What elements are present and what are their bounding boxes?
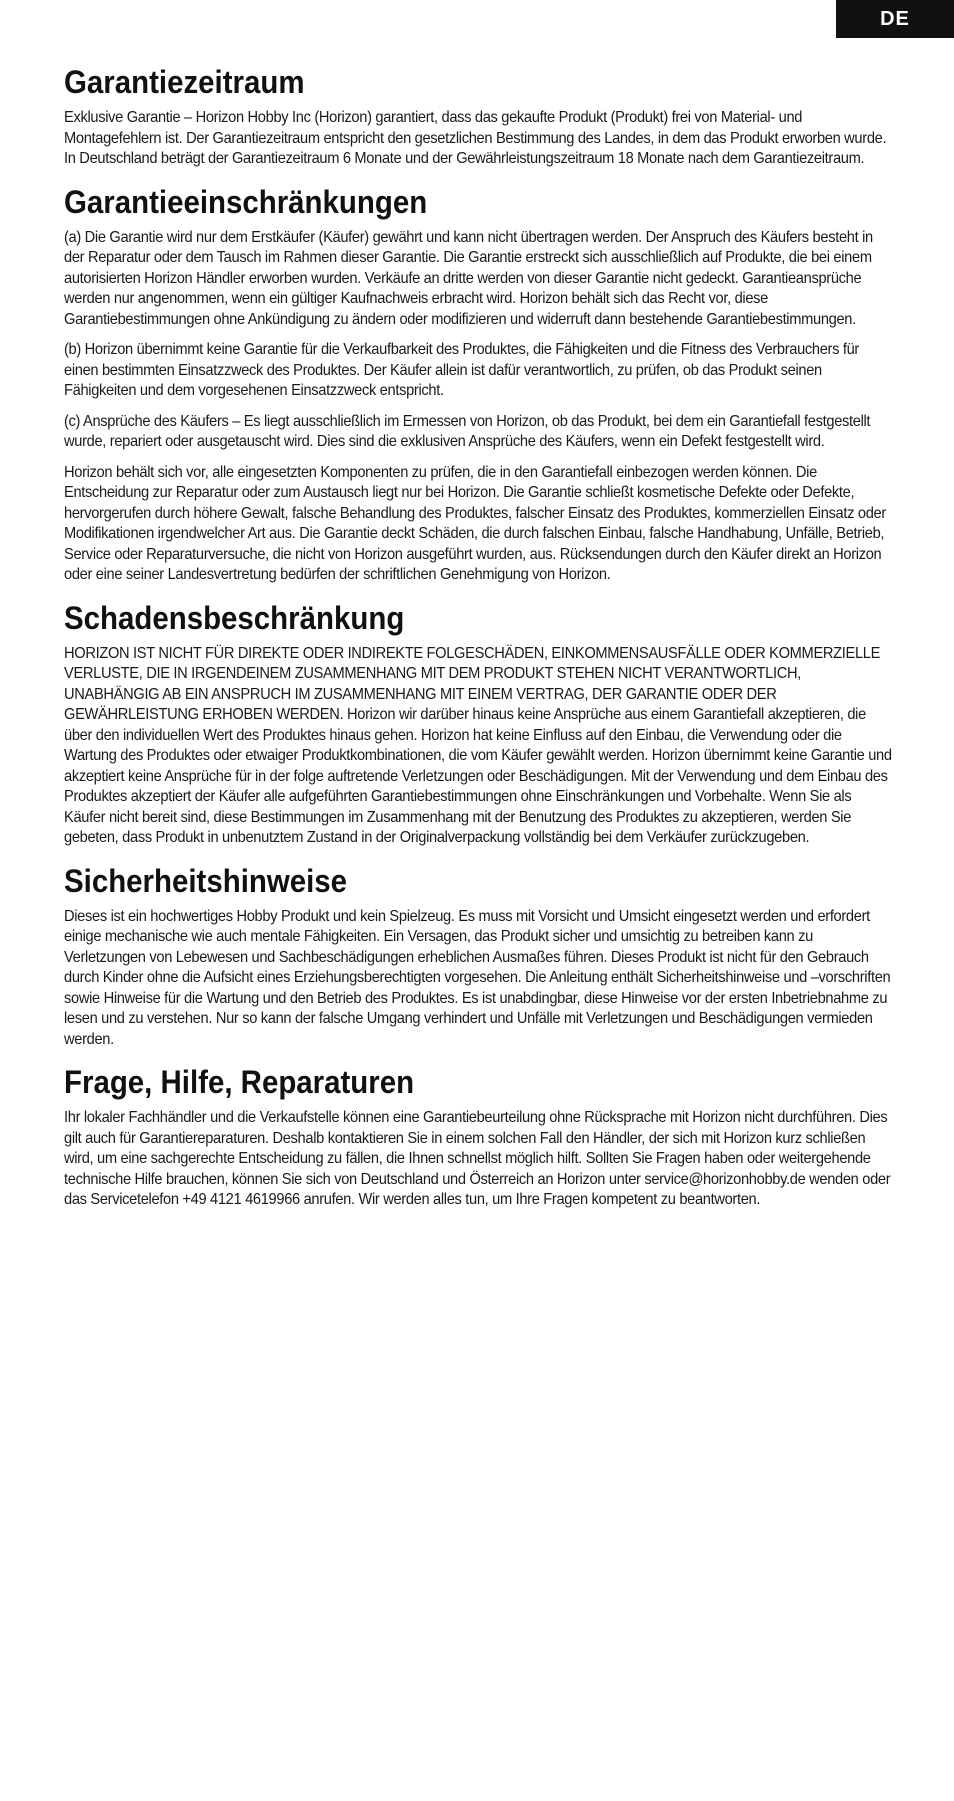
section-heading: Frage, Hilfe, Reparaturen [64,1064,415,1100]
section-paragraph: Dieses ist ein hochwertiges Hobby Produkt und kein Spielzeug. Es muss mit Vorsicht und Umsicht eingesetzt werden und erfordert einige mechanische wie auch mentale Fähigkeiten. Ein Versagen, das Produkt sicher und umsichtig zu betreiben kann zu Verletzungen von Lebewesen und Sachbeschädigungen erheblichen Ausmaßes führen. Dieses Produkt ist nicht für den Gebrauch durch Kinder ohne die Aufsicht eines Erziehungsberechtigten vorgesehen. Die Anleitung enthält Sicherheitshinweise und –vorschriften sowie Hinweise für die Wartung und den Betrieb des Produktes. Es ist unabdingbar, diese Hinweise vor der ersten Inbetriebnahme zu lesen und zu verstehen. Nur so kann der falsche Umgang verhindert und Unfälle mit Verletzungen und Beschädigungen vermieden werden. [64,907,891,1048]
section-paragraph: Horizon behält sich vor, alle eingesetzten Komponenten zu prüfen, die in den Garantiefall einbezogen werden können. Die Entscheidung zur Reparatur oder zum Austausch liegt nur bei Horizon. Die Garantie schließt kosmetische Defekte oder Defekte, hervorgerufen durch höhere Gewalt, falsche Behandlung des Produktes, falscher Einsatz des Produktes, kommerziellen Einsatz oder Modifikationen irgendwelcher Art aus. Die Garantie deckt Schäden, die durch falschen Einbau, falsche Handhabung, Unfälle, Betrieb, Service oder Reparaturversuche, die nicht von Horizon ausgeführt wurden, aus. Rücksendungen durch den Käufer direkt an Horizon oder eine seiner Landesvertretung bedürfen der schriftlichen Genehmigung von Horizon. [64,463,886,583]
section-paragraph: Exklusive Garantie – Horizon Hobby Inc (Horizon) garantiert, dass das gekaufte Produkt (Produkt) frei von Material- und Montagefehlern ist. Der Garantiezeitraum entspricht den gesetzlichen Bestimmung des Landes, in dem das Produkt erworben wurde. In Deutschland beträgt der Garantiezeitraum 6 Monate und der Gewährleistungszeitraum 18 Monate nach dem Garantiezeitraum. [64,109,887,167]
section-frage-hilfe-reparaturen [64,1062,894,1211]
section-heading: Garantieeinschränkungen [64,183,428,220]
section-heading: Garantiezeitraum [64,64,305,100]
section-paragraph: HORIZON IST NICHT FÜR DIREKTE ODER INDIREKTE FOLGESCHÄDEN, EINKOMMENSAUSFÄLLE ODER KOMMERZIELLE VERLUSTE, DIE IN IRGENDEINEM ZUSAMMENHANG MIT DEM PRODUKT STEHEN NICHT VERANTWORTLICH, UNABHÄNGIG AB EIN ANSPRUCH IM ZUSAMMENHANG MIT EINEM VERTRAG, DER GARANTIE ODER DER GEWÄHRLEISTUNG ERHOBEN WERDEN. Horizon wir darüber hinaus keine Ansprüche aus einem Garantiefall akzeptieren, die über den individuellen Wert des Produktes hinaus gehen. Horizon hat keine Einfluss auf den Einbau, die Verwendung oder die Wartung des Produktes oder etwaiger Produktkombinationen, die vom Käufer gewählt werden. Horizon übernimmt keine Garantie und akzeptiert keine Ansprüche für in der folge auftretende Verletzungen oder Beschädigungen. Mit der Verwendung und dem Einbau des Produktes akzeptiert der Käufer alle aufgeführten Garantiebestimmungen ohne Einschränkungen und Vorbehalte. Wenn Sie als Käufer nicht bereit sind, diese Bestimmungen im Zusammenhang mit der Benutzung des Produktes zu akzeptieren, werden Sie gebeten, dass Produkt in unbenutztem Zustand in der Originalverpackung vollständig bei dem Verkäufer zurückzugeben. [64,644,892,846]
section-heading: Sicherheitshinweise [64,862,348,899]
section-garantiezeitraum [64,62,894,170]
section-paragraph: (b) Horizon übernimmt keine Garantie für die Verkaufbarkeit des Produktes, die Fähigkeiten und die Fitness des Verbrauchers für einen bestimmten Einsatzzweck des Produktes. Der Käufer allein ist dafür verantwortlich, zu prüfen, ob das Produkt seinen Fähigkeiten und dem vorgesehenen Einsatzzweck entspricht. [64,341,859,399]
section-paragraph: (c) Ansprüche des Käufers – Es liegt ausschließlich im Ermessen von Horizon, ob das Produkt, bei dem ein Garantiefall festgestellt wurde, repariert oder ausgetauscht wird. Dies sind die exklusiven Ansprüche des Käufers, wenn ein Defekt festgestellt wird. [64,412,871,450]
section-garantieeinschraenkungen [64,182,894,586]
document-body [64,62,894,1223]
language-tab: DE [836,0,954,38]
section-heading: Schadensbeschränkung [64,599,405,636]
section-paragraph: Ihr lokaler Fachhändler und die Verkaufstelle können eine Garantiebeurteilung ohne Rücksprache mit Horizon nicht durchführen. Dies gilt auch für Garantiereparaturen. Deshalb kontaktieren Sie in einem solchen Fall den Händler, der sich mit Horizon kurz schließen wird, um eine sachgerechte Entscheidung zu fällen, die Ihnen schnellst möglich hilft. Sollten Sie Fragen haben oder weitergehende technische Hilfe brauchen, können Sie sich von Deutschland und Österreich an Horizon unter service@horizonhobby.de wenden oder das Servicetelefon +49 4121 4619966 anrufen. Wir werden alles tun, um Ihre Fragen kompetent zu beantworten. [64,1109,891,1208]
section-schadensbeschraenkung [64,598,894,849]
section-paragraph: (a) Die Garantie wird nur dem Erstkäufer (Käufer) gewährt und kann nicht übertragen werden. Der Anspruch des Käufers besteht in der Reparatur oder dem Tausch im Rahmen dieser Garantie. Die Garantie erstreckt sich ausschließlich auf Produkte, die bei einem autorisierten Horizon Händler erworben wurden. Verkäufe an dritte werden von dieser Garantie nicht gedeckt. Garantieansprüche werden nur angenommen, wenn ein gültiger Kaufnachweis erbracht wird. Horizon behält sich das Recht vor, diese Garantiebestimmungen ohne Ankündigung zu ändern oder modifizieren und widerruft dann bestehende Garantiebestimmungen. [64,228,873,328]
section-sicherheitshinweise [64,861,894,1051]
